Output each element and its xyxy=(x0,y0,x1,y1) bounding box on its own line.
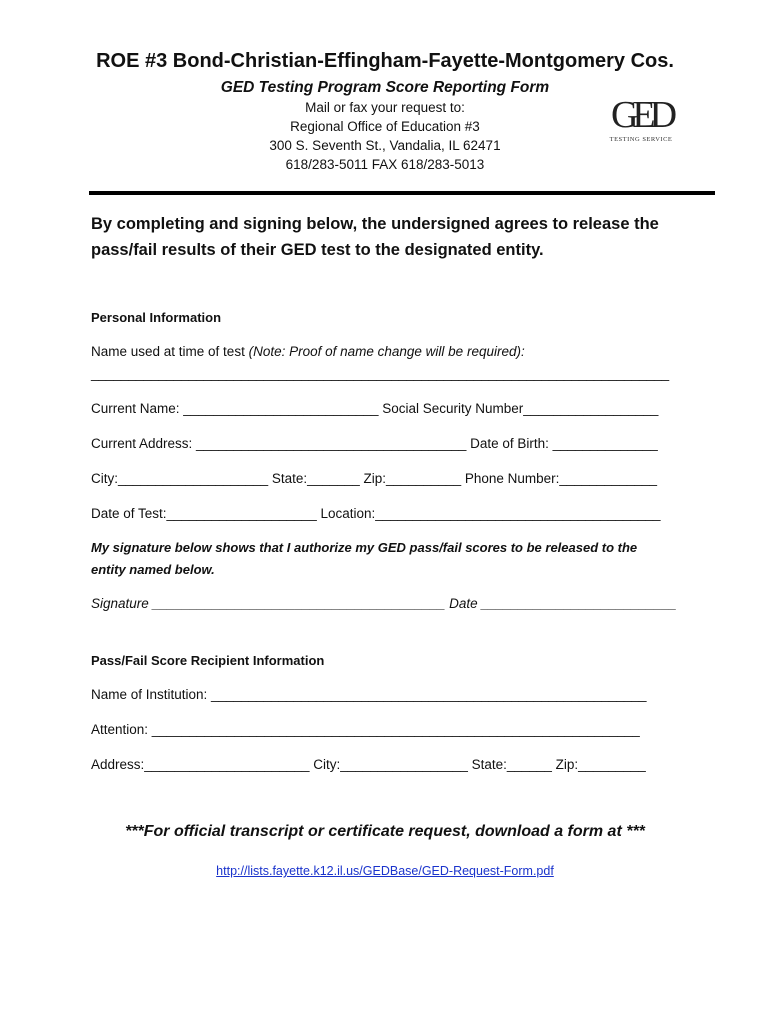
recipient-info-heading: Pass/Fail Score Recipient Information xyxy=(91,653,325,668)
recipient-address-row[interactable]: Address:______________________ City:_________________ State:______ Zip:_________ xyxy=(91,757,646,772)
release-statement-line-2: pass/fail results of their GED test to the designated entity. xyxy=(91,241,544,259)
mail-instruction: Mail or fax your request to: xyxy=(305,100,465,115)
release-statement xyxy=(91,211,659,263)
authorization-statement xyxy=(91,537,637,581)
authorization-line-1: My signature below shows that I authorize my GED pass/fail scores to be released to the xyxy=(91,540,638,555)
address-dob-row[interactable]: Current Address: ____________________________________ Date of Birth: ______________ xyxy=(91,436,658,451)
ged-logo-subtext: TESTING SERVICE xyxy=(609,136,673,143)
name-at-test-field[interactable]: _____________________________________________________________________________ xyxy=(91,366,670,381)
ged-logo xyxy=(605,94,677,150)
name-change-note: (Note: Proof of name change will be required): xyxy=(248,344,525,359)
office-name: Regional Office of Education #3 xyxy=(290,119,480,134)
form-title: ROE #3 Bond-Christian-Effingham-Fayette-Montgomery Cos. xyxy=(96,50,674,72)
city-state-zip-phone-row[interactable]: City:____________________ State:_______ Zip:__________ Phone Number:_____________ xyxy=(91,471,657,486)
signature-date-row[interactable]: Signature _______________________________________ Date __________________________ xyxy=(91,596,677,611)
header-divider xyxy=(89,191,715,195)
institution-field[interactable]: Name of Institution: __________________________________________________________ xyxy=(91,687,647,702)
current-name-ssn-row[interactable]: Current Name: __________________________ Social Security Number__________________ xyxy=(91,401,659,416)
office-phone: 618/283-5011 FAX 618/283-5013 xyxy=(285,157,485,172)
test-date-location-row[interactable]: Date of Test:____________________ Location:______________________________________ xyxy=(91,506,661,521)
attention-field[interactable]: Attention: _________________________________________________________________ xyxy=(91,722,640,737)
authorization-line-2: entity named below. xyxy=(91,562,215,577)
name-at-test-text: Name used at time of test xyxy=(91,344,249,359)
office-address: 300 S. Seventh St., Vandalia, IL 62471 xyxy=(269,138,501,153)
form-subtitle: GED Testing Program Score Reporting Form xyxy=(220,79,550,96)
personal-info-heading: Personal Information xyxy=(91,310,222,325)
name-at-test-label xyxy=(91,344,525,359)
ged-logo-mark: GED xyxy=(610,94,672,136)
request-form-link[interactable]: http://lists.fayette.k12.il.us/GEDBase/GED-Request-Form.pdf xyxy=(216,864,554,878)
transcript-note: ***For official transcript or certificate request, download a form at *** xyxy=(125,823,645,840)
release-statement-line-1: By completing and signing below, the undersigned agrees to release the xyxy=(91,215,659,233)
